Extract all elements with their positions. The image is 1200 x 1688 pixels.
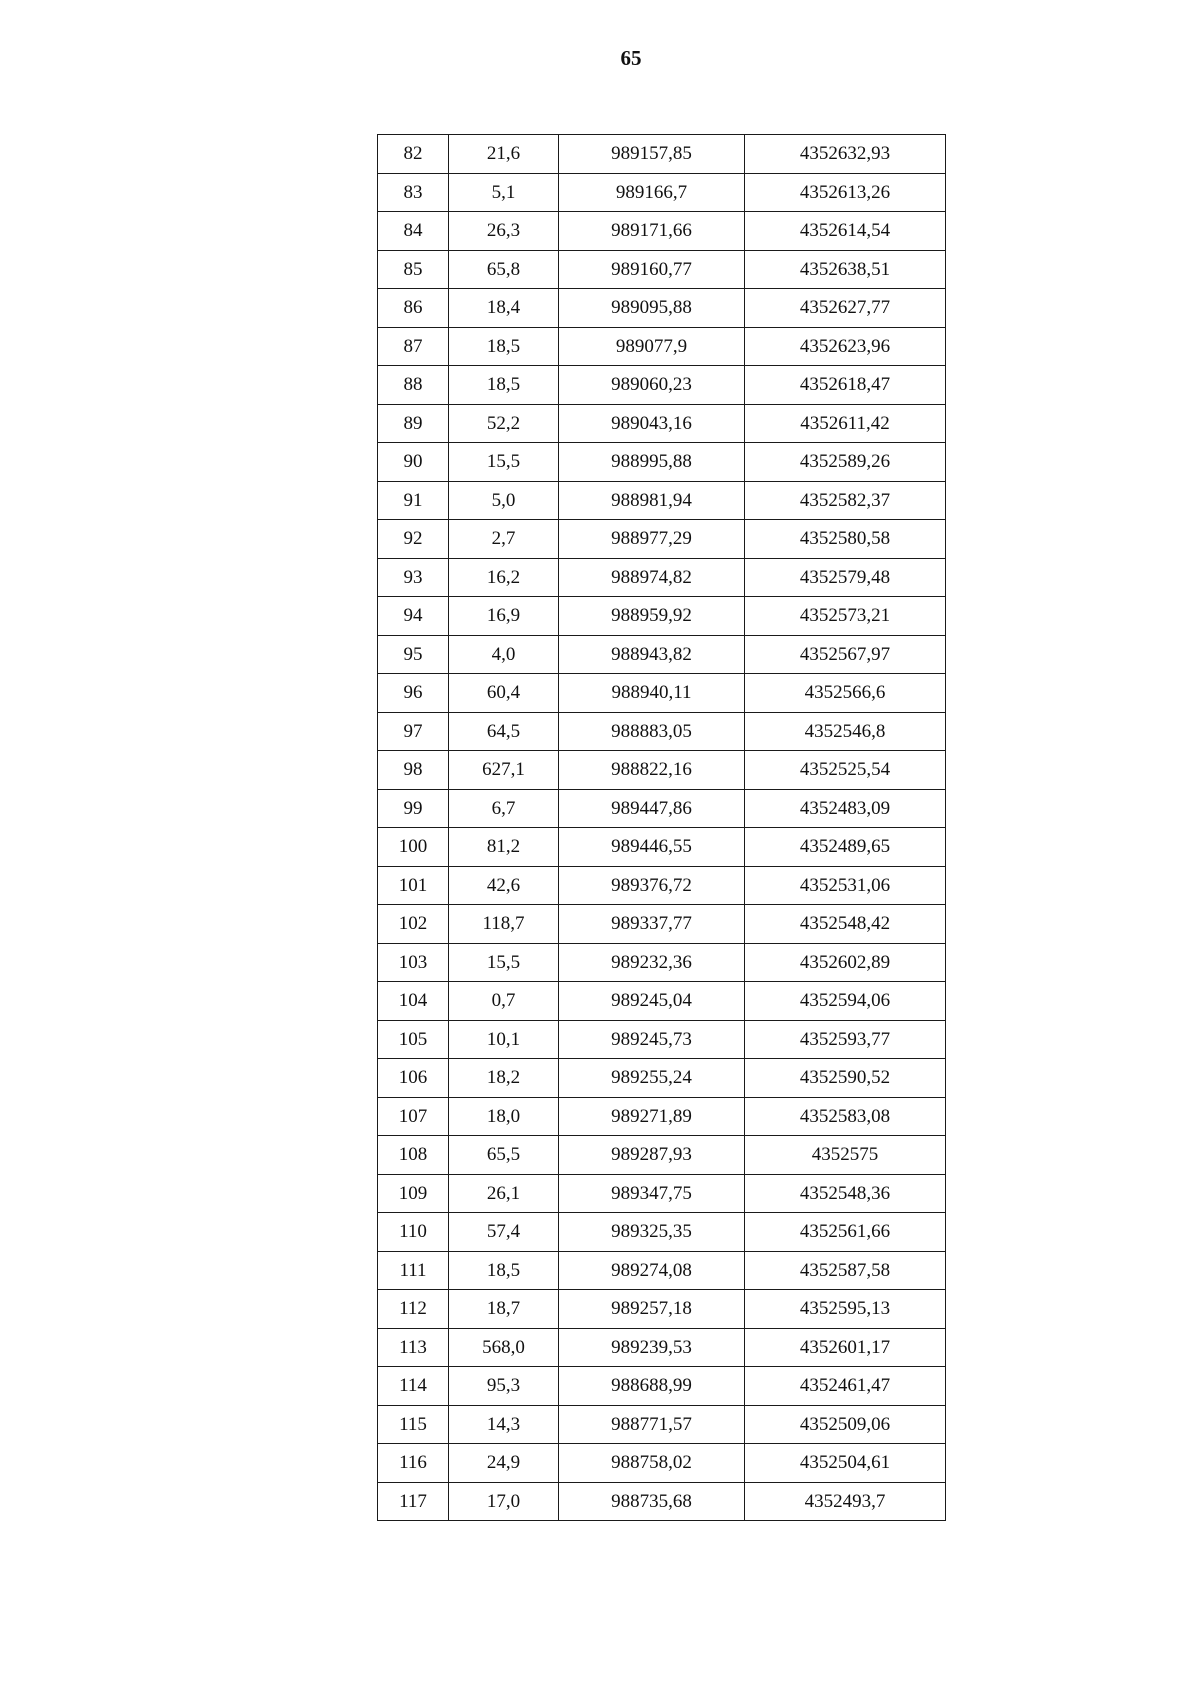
x-coordinate-cell: 988771,57	[559, 1405, 745, 1444]
point-number-cell: 108	[378, 1136, 449, 1175]
table-row	[378, 173, 946, 212]
point-number-cell: 117	[378, 1482, 449, 1521]
point-number-cell: 85	[378, 250, 449, 289]
table-row	[378, 789, 946, 828]
y-coordinate-cell: 4352632,93	[745, 135, 946, 174]
x-coordinate-cell: 989447,86	[559, 789, 745, 828]
y-coordinate-cell: 4352567,97	[745, 635, 946, 674]
table-row	[378, 135, 946, 174]
segment-length-cell: 4,0	[449, 635, 559, 674]
table-row	[378, 751, 946, 790]
x-coordinate-cell: 989325,35	[559, 1213, 745, 1252]
point-number-cell: 90	[378, 443, 449, 482]
y-coordinate-cell: 4352579,48	[745, 558, 946, 597]
y-coordinate-cell: 4352627,77	[745, 289, 946, 328]
point-number-cell: 82	[378, 135, 449, 174]
y-coordinate-cell: 4352582,37	[745, 481, 946, 520]
x-coordinate-cell: 989077,9	[559, 327, 745, 366]
x-coordinate-cell: 988981,94	[559, 481, 745, 520]
segment-length-cell: 2,7	[449, 520, 559, 559]
page-number: 65	[620, 46, 642, 70]
segment-length-cell: 26,1	[449, 1174, 559, 1213]
segment-length-cell: 18,5	[449, 1251, 559, 1290]
y-coordinate-cell: 4352623,96	[745, 327, 946, 366]
point-number-cell: 106	[378, 1059, 449, 1098]
point-number-cell: 100	[378, 828, 449, 867]
table-row	[378, 443, 946, 482]
table-row	[378, 1405, 946, 1444]
y-coordinate-cell: 4352593,77	[745, 1020, 946, 1059]
segment-length-cell: 21,6	[449, 135, 559, 174]
point-number-cell: 110	[378, 1213, 449, 1252]
x-coordinate-cell: 989255,24	[559, 1059, 745, 1098]
table-row	[378, 366, 946, 405]
segment-length-cell: 18,0	[449, 1097, 559, 1136]
table-row	[378, 1482, 946, 1521]
point-number-cell: 86	[378, 289, 449, 328]
y-coordinate-cell: 4352504,61	[745, 1444, 946, 1483]
x-coordinate-cell: 988758,02	[559, 1444, 745, 1483]
table-row	[378, 1097, 946, 1136]
table-row	[378, 905, 946, 944]
x-coordinate-cell: 989245,73	[559, 1020, 745, 1059]
point-number-cell: 113	[378, 1328, 449, 1367]
y-coordinate-cell: 4352548,36	[745, 1174, 946, 1213]
table-row	[378, 289, 946, 328]
point-number-cell: 98	[378, 751, 449, 790]
x-coordinate-cell: 988959,92	[559, 597, 745, 636]
x-coordinate-cell: 989347,75	[559, 1174, 745, 1213]
segment-length-cell: 52,2	[449, 404, 559, 443]
segment-length-cell: 6,7	[449, 789, 559, 828]
y-coordinate-cell: 4352587,58	[745, 1251, 946, 1290]
point-number-cell: 107	[378, 1097, 449, 1136]
point-number-cell: 96	[378, 674, 449, 713]
x-coordinate-cell: 989271,89	[559, 1097, 745, 1136]
y-coordinate-cell: 4352546,8	[745, 712, 946, 751]
table-row	[378, 404, 946, 443]
y-coordinate-cell: 4352483,09	[745, 789, 946, 828]
table-row	[378, 1367, 946, 1406]
x-coordinate-cell: 989446,55	[559, 828, 745, 867]
x-coordinate-cell: 988883,05	[559, 712, 745, 751]
x-coordinate-cell: 989160,77	[559, 250, 745, 289]
y-coordinate-cell: 4352590,52	[745, 1059, 946, 1098]
point-number-cell: 109	[378, 1174, 449, 1213]
table-row	[378, 712, 946, 751]
segment-length-cell: 16,2	[449, 558, 559, 597]
table-row	[378, 1136, 946, 1175]
y-coordinate-cell: 4352601,17	[745, 1328, 946, 1367]
point-number-cell: 84	[378, 212, 449, 251]
x-coordinate-cell: 989257,18	[559, 1290, 745, 1329]
point-number-cell: 97	[378, 712, 449, 751]
segment-length-cell: 18,4	[449, 289, 559, 328]
table-row	[378, 212, 946, 251]
segment-length-cell: 18,5	[449, 366, 559, 405]
y-coordinate-cell: 4352575	[745, 1136, 946, 1175]
y-coordinate-cell: 4352566,6	[745, 674, 946, 713]
point-number-cell: 95	[378, 635, 449, 674]
table-row	[378, 597, 946, 636]
segment-length-cell: 15,5	[449, 443, 559, 482]
segment-length-cell: 627,1	[449, 751, 559, 790]
y-coordinate-cell: 4352594,06	[745, 982, 946, 1021]
x-coordinate-cell: 988940,11	[559, 674, 745, 713]
table-row	[378, 982, 946, 1021]
point-number-cell: 83	[378, 173, 449, 212]
point-number-cell: 89	[378, 404, 449, 443]
y-coordinate-cell: 4352525,54	[745, 751, 946, 790]
x-coordinate-cell: 988977,29	[559, 520, 745, 559]
coordinates-table-body	[378, 135, 946, 1521]
point-number-cell: 105	[378, 1020, 449, 1059]
segment-length-cell: 42,6	[449, 866, 559, 905]
segment-length-cell: 64,5	[449, 712, 559, 751]
table-row	[378, 558, 946, 597]
table-row	[378, 674, 946, 713]
x-coordinate-cell: 989376,72	[559, 866, 745, 905]
x-coordinate-cell: 988822,16	[559, 751, 745, 790]
point-number-cell: 87	[378, 327, 449, 366]
segment-length-cell: 5,0	[449, 481, 559, 520]
x-coordinate-cell: 988688,99	[559, 1367, 745, 1406]
x-coordinate-cell: 989060,23	[559, 366, 745, 405]
point-number-cell: 114	[378, 1367, 449, 1406]
y-coordinate-cell: 4352614,54	[745, 212, 946, 251]
segment-length-cell: 95,3	[449, 1367, 559, 1406]
table-row	[378, 327, 946, 366]
y-coordinate-cell: 4352618,47	[745, 366, 946, 405]
table-row	[378, 1174, 946, 1213]
segment-length-cell: 24,9	[449, 1444, 559, 1483]
table-row	[378, 520, 946, 559]
point-number-cell: 92	[378, 520, 449, 559]
table-row	[378, 1444, 946, 1483]
y-coordinate-cell: 4352638,51	[745, 250, 946, 289]
segment-length-cell: 57,4	[449, 1213, 559, 1252]
y-coordinate-cell: 4352589,26	[745, 443, 946, 482]
x-coordinate-cell: 989171,66	[559, 212, 745, 251]
y-coordinate-cell: 4352611,42	[745, 404, 946, 443]
point-number-cell: 99	[378, 789, 449, 828]
y-coordinate-cell: 4352509,06	[745, 1405, 946, 1444]
y-coordinate-cell: 4352561,66	[745, 1213, 946, 1252]
table-row	[378, 943, 946, 982]
table-row	[378, 828, 946, 867]
segment-length-cell: 118,7	[449, 905, 559, 944]
table-row	[378, 635, 946, 674]
segment-length-cell: 18,7	[449, 1290, 559, 1329]
y-coordinate-cell: 4352573,21	[745, 597, 946, 636]
segment-length-cell: 18,5	[449, 327, 559, 366]
x-coordinate-cell: 989337,77	[559, 905, 745, 944]
table-row	[378, 1059, 946, 1098]
table-row	[378, 250, 946, 289]
x-coordinate-cell: 989245,04	[559, 982, 745, 1021]
point-number-cell: 103	[378, 943, 449, 982]
segment-length-cell: 18,2	[449, 1059, 559, 1098]
x-coordinate-cell: 988735,68	[559, 1482, 745, 1521]
point-number-cell: 102	[378, 905, 449, 944]
x-coordinate-cell: 989274,08	[559, 1251, 745, 1290]
y-coordinate-cell: 4352548,42	[745, 905, 946, 944]
y-coordinate-cell: 4352595,13	[745, 1290, 946, 1329]
x-coordinate-cell: 989095,88	[559, 289, 745, 328]
y-coordinate-cell: 4352580,58	[745, 520, 946, 559]
x-coordinate-cell: 989043,16	[559, 404, 745, 443]
segment-length-cell: 16,9	[449, 597, 559, 636]
segment-length-cell: 568,0	[449, 1328, 559, 1367]
x-coordinate-cell: 988974,82	[559, 558, 745, 597]
table-row	[378, 1251, 946, 1290]
coordinates-table	[377, 134, 946, 1521]
x-coordinate-cell: 989157,85	[559, 135, 745, 174]
segment-length-cell: 60,4	[449, 674, 559, 713]
segment-length-cell: 15,5	[449, 943, 559, 982]
table-row	[378, 481, 946, 520]
point-number-cell: 112	[378, 1290, 449, 1329]
point-number-cell: 111	[378, 1251, 449, 1290]
table-row	[378, 1213, 946, 1252]
segment-length-cell: 26,3	[449, 212, 559, 251]
point-number-cell: 104	[378, 982, 449, 1021]
point-number-cell: 91	[378, 481, 449, 520]
y-coordinate-cell: 4352602,89	[745, 943, 946, 982]
segment-length-cell: 81,2	[449, 828, 559, 867]
x-coordinate-cell: 989287,93	[559, 1136, 745, 1175]
x-coordinate-cell: 988943,82	[559, 635, 745, 674]
segment-length-cell: 17,0	[449, 1482, 559, 1521]
table-row	[378, 1328, 946, 1367]
x-coordinate-cell: 989166,7	[559, 173, 745, 212]
segment-length-cell: 5,1	[449, 173, 559, 212]
y-coordinate-cell: 4352461,47	[745, 1367, 946, 1406]
point-number-cell: 101	[378, 866, 449, 905]
point-number-cell: 116	[378, 1444, 449, 1483]
table-row	[378, 866, 946, 905]
y-coordinate-cell: 4352489,65	[745, 828, 946, 867]
point-number-cell: 115	[378, 1405, 449, 1444]
segment-length-cell: 14,3	[449, 1405, 559, 1444]
segment-length-cell: 65,5	[449, 1136, 559, 1175]
x-coordinate-cell: 988995,88	[559, 443, 745, 482]
y-coordinate-cell: 4352531,06	[745, 866, 946, 905]
x-coordinate-cell: 989232,36	[559, 943, 745, 982]
point-number-cell: 93	[378, 558, 449, 597]
y-coordinate-cell: 4352613,26	[745, 173, 946, 212]
segment-length-cell: 0,7	[449, 982, 559, 1021]
x-coordinate-cell: 989239,53	[559, 1328, 745, 1367]
segment-length-cell: 10,1	[449, 1020, 559, 1059]
y-coordinate-cell: 4352583,08	[745, 1097, 946, 1136]
table-row	[378, 1020, 946, 1059]
point-number-cell: 94	[378, 597, 449, 636]
segment-length-cell: 65,8	[449, 250, 559, 289]
table-row	[378, 1290, 946, 1329]
y-coordinate-cell: 4352493,7	[745, 1482, 946, 1521]
point-number-cell: 88	[378, 366, 449, 405]
